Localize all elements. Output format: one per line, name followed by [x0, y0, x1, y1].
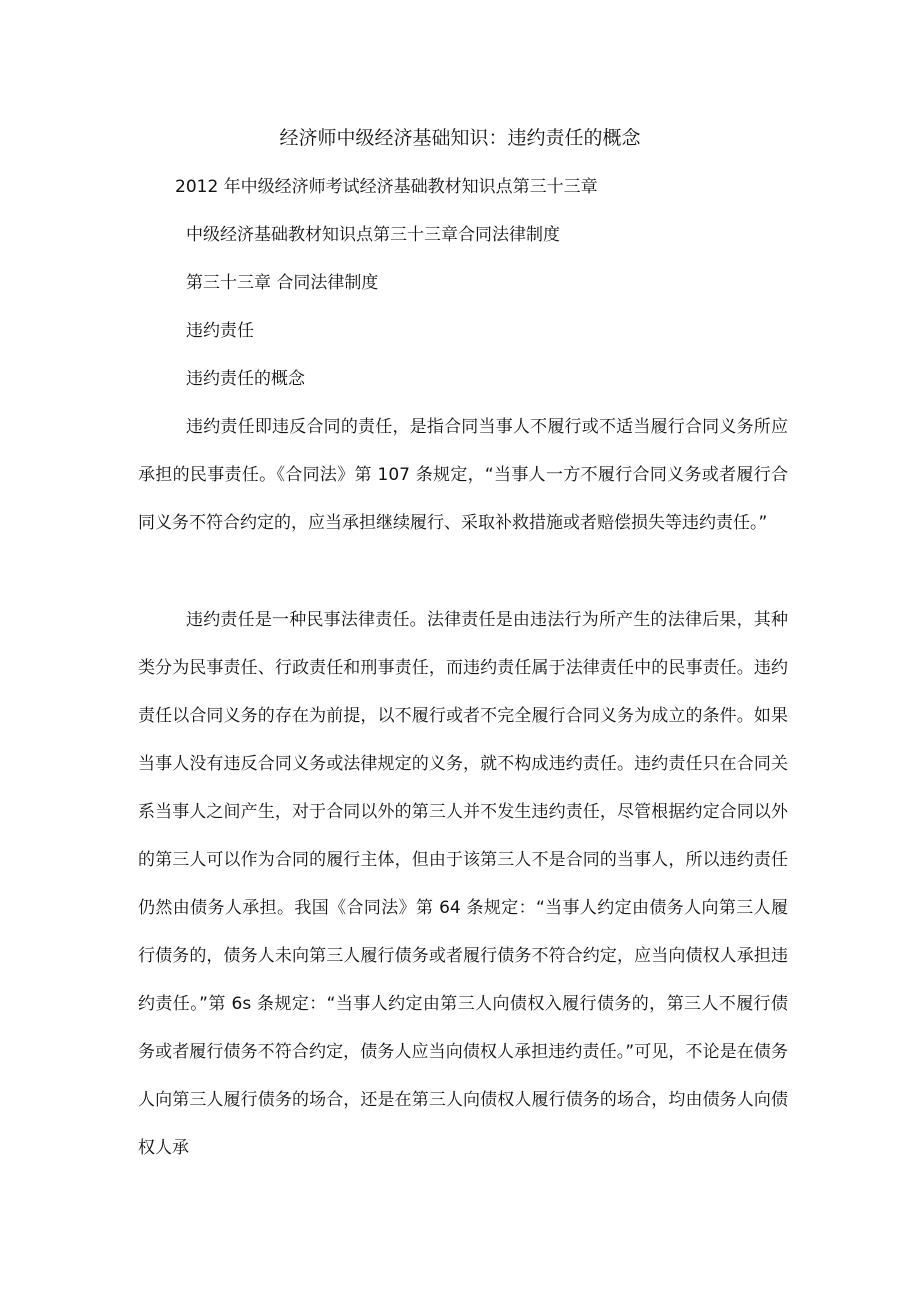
chapter-heading: 第三十三章 合同法律制度 [186, 273, 379, 293]
section-heading-textbook: 中级经济基础教材知识点第三十三章合同法律制度 [186, 225, 560, 245]
document-title: 经济师中级经济基础知识：违约责任的概念 [279, 127, 641, 149]
body-paragraph: 违约责任即违反合同的责任，是指合同当事人不履行或不适当履行合同义务所应承担的民事责任。《合同法》第 107 条规定，“当事人一方不履行合同义务或者履行合同义务不符合约定的，应当承担继续履行、采取补救措施或者赔偿损失等违约责任。” [138, 417, 788, 533]
body-paragraph: 违约责任是一种民事法律责任。法律责任是由违法行为所产生的法律后果，其种类分为民事责任、行政责任和刑事责任，而违约责任属于法律责任中的民事责任。违约责任以合同义务的存在为前提，以不履行或者不完全履行合同义务为成立的条件。如果当事人没有违反合同义务或法律规定的义务，就不构成违约责任。违约责任只在合同关系当事人之间产生，对于合同以外的第三人并不发生违约责任，尽管根据约定合同以外的第三人可以作为合同的履行主体，但由于该第三人不是合同的当事人，所以违约责任仍然由债务人承担。我国《合同法》第 64 条规定：“当事人约定由债务人向第三人履行债务的，债务人未向第三人履行债务或者履行债务不符合约定，应当向债权人承担违约责任。”第 6s 条规定：“当事人约定由第三人向债权入履行债务的，第三人不履行债务或者履行债务不符合约定，债务人应当向债权人承担违约责任。”可见，不论是在债务人向第三人履行债务的场合，还是在第三人向债权人履行债务的场合，均由债务人向债权人承 [138, 610, 788, 1158]
section-heading-liability: 违约责任 [186, 321, 254, 341]
section-heading-concept: 违约责任的概念 [186, 369, 305, 389]
document-subtitle: 2012 年中级经济师考试经济基础教材知识点第三十三章 [175, 177, 598, 197]
